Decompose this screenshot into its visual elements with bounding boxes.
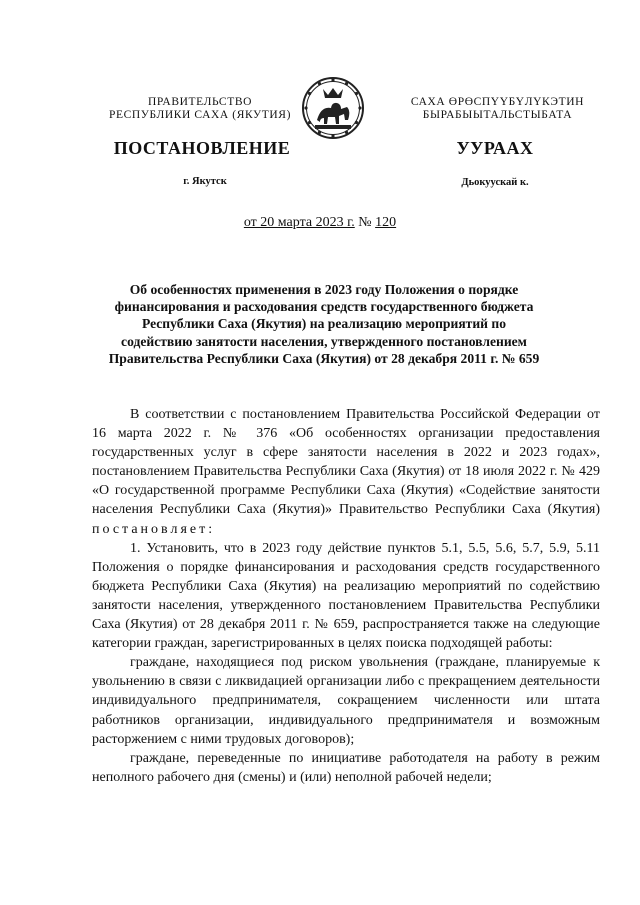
decree-date-number (150, 215, 490, 231)
decree-number: 120 (375, 215, 397, 230)
document-type-sah: УУРААХ (456, 138, 534, 158)
number-sign: № (358, 215, 372, 230)
city-ru: г. Якутск (183, 176, 227, 187)
paragraph-preamble (92, 405, 600, 539)
document-body (92, 405, 600, 787)
preamble-text: В соответствии с постановлением Правительства Российской Федерации от 16 марта 2022 г. № 376 «Об особенностях организации предоставления государственных услуг в сфере занятости населения в 2022 и 2023 годах», постановлением Правительства Республики Саха (Якутия) от 18 июля 2022 г. № 429 «О государственной программе Республики Саха (Якутия) «Содействие занятости населения Республики Саха (Якутия)» Правительство Республики Саха (Якутия) (92, 407, 600, 518)
header-left-line2: РЕСПУБЛИКИ САХА (ЯКУТИЯ) (108, 109, 291, 121)
coat-of-arms-icon (301, 76, 365, 140)
paragraph-category-1: граждане, находящиеся под риском увольнения (граждане, планируемые к увольнению в связи с ликвидацией организации либо с прекращением деятельности индивидуального предпринимателя, сокращением численности или штата работников организации, индивидуального предпринимателя и возможным расторжением с ними трудовых договоров); (92, 655, 600, 747)
document-type-ru: ПОСТАНОВЛЕНИЕ (113, 138, 291, 158)
decree-date: от 20 марта 2023 г. (243, 215, 355, 230)
header-right-line2: БЫРАБЫЫТАЛЬСТЫБАТА (422, 109, 573, 121)
government-header-sah (390, 96, 605, 122)
header-right-line1: САХА ӨРӨСПҮҮБҮЛҮКЭТИН (410, 96, 585, 108)
government-header-ru (100, 96, 300, 122)
document-heading: Об особенностях применения в 2023 году Положения о порядке финансирования и расходования средств государственного бюджета Республики Саха (Якутия) на реализацию мероприятий по содействию занятости населения, утвержденного постановлением Правительства Республики Саха (Якутия) от 28 декабря 2011 г. № 659 (108, 282, 540, 366)
paragraph-item-1: 1. Установить, что в 2023 году действие пунктов 5.1, 5.5, 5.6, 5.7, 5.9, 5.11 Положения о порядке финансирования и расходования средств государственного бюджета Республики Саха (Якутия) на реализацию мероприятий по содействию занятости населения, утвержденного постановлением Правительства Республики Саха (Якутия) от 28 декабря 2011 г. № 659, распространяется также на следующие категории граждан, зарегистрированных в целях поиска подходящей работы: (92, 540, 600, 652)
preamble-decrees: постановляет: (92, 521, 216, 537)
paragraph-category-2: граждане, переведенные по инициативе работодателя на работу в режим неполного рабочего дня (смены) и (или) неполной рабочей недели; (92, 750, 600, 785)
city-sah: Дьокуускай к. (461, 177, 529, 188)
header-left-line1: ПРАВИТЕЛЬСТВО (148, 96, 252, 108)
